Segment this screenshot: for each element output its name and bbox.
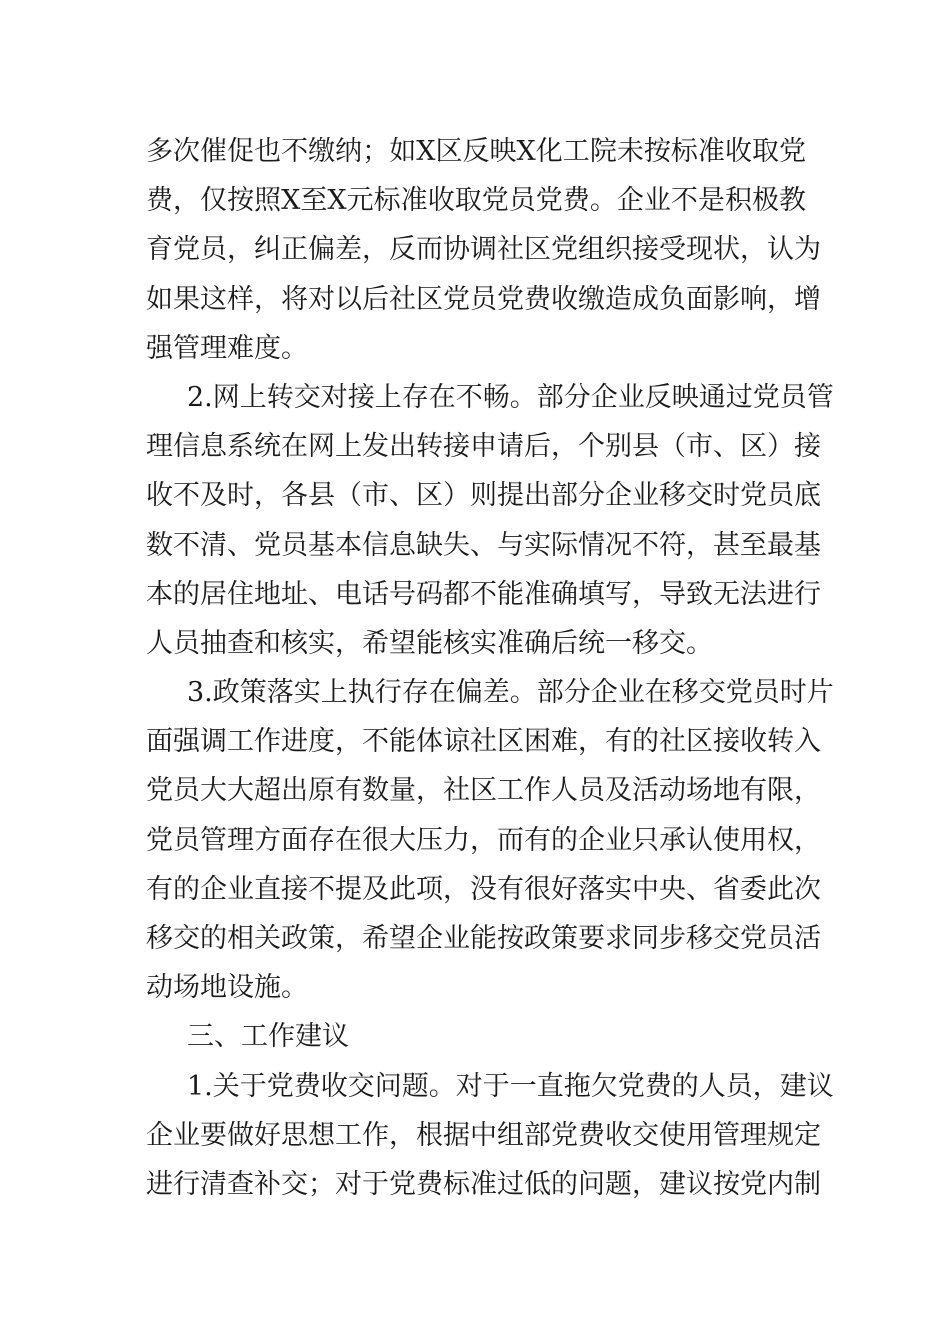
text-line: 面强调工作进度，不能体谅社区困难，有的社区接收转入	[146, 726, 821, 758]
text-line: 2.网上转交对接上存在不畅。部分企业反映通过党员管	[187, 381, 834, 413]
text-line: 移交的相关政策，希望企业能按政策要求同步移交党员活	[146, 923, 821, 954]
text-line: 本的居住地址、电话号码都不能准确填写，导致无法进行	[146, 578, 821, 610]
text-line: 党员管理方面存在很大压力，而有的企业只承认使用权，	[146, 824, 821, 856]
text-line: 进行清查补交；对于党费标准过低的问题，建议按党内制	[146, 1168, 821, 1200]
text-line: 如果这样，将对以后社区党员党费收缴造成负面影响，增	[146, 283, 821, 315]
text-line: 多次催促也不缴纳；如X区反映X化工院未按标准收取党	[146, 136, 806, 167]
text-line: 党员大大超出原有数量，社区工作人员及活动场地有限，	[146, 775, 821, 807]
text-line: 育党员，纠正偏差，反而协调社区党组织接受现状，认为	[146, 234, 821, 266]
document-body	[146, 127, 834, 1209]
text-line: 1.关于党费收交问题。对于一直拖欠党费的人员，建议	[187, 1070, 834, 1102]
text-line: 费，仅按照X至X元标准收取党员党费。企业不是积极教	[146, 185, 806, 217]
text-line: 强管理难度。	[146, 332, 308, 364]
text-line: 收不及时，各县（市、区）则提出部分企业移交时党员底	[146, 480, 821, 512]
text-line: 有的企业直接不提及此项，没有很好落实中央、省委此次	[146, 873, 821, 905]
text-line: 3.政策落实上执行存在偏差。部分企业在移交党员时片	[187, 677, 834, 709]
text-line: 动场地设施。	[146, 972, 308, 1004]
section-heading: 三、工作建议	[187, 1021, 349, 1053]
text-line: 数不清、党员基本信息缺失、与实际情况不符，甚至最基	[146, 529, 821, 561]
text-line: 企业要做好思想工作，根据中组部党费收交使用管理规定	[146, 1119, 821, 1151]
text-line: 理信息系统在网上发出转接申请后，个别县（市、区）接	[146, 431, 821, 463]
text-line: 人员抽查和核实，希望能核实准确后统一移交。	[146, 627, 713, 659]
